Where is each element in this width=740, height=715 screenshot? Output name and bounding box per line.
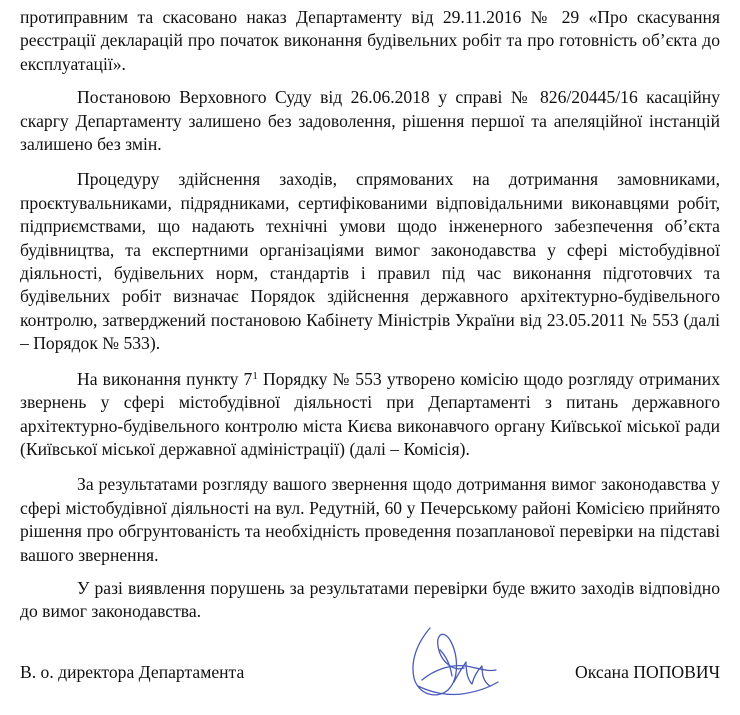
paragraph-court-ruling-continued: протиправним та скасовано наказ Департаменту від 29.11.2016 № 29 «Про скасування реєстрації декларацій про початок виконання будівельних робіт та про готовність об’єкта до експлуатації». (20, 7, 720, 74)
paragraph-procedure: Процедуру здійснення заходів, спрямованих на дотримання замовниками, проєктувальниками, підрядниками, сертифікованими відповідальними виконавцями робіт, підприємствами, що надають технічні умови щодо інженерного забезпечення об’єкта будівництва, та експертними організаціями вимог законодавства у сфері містобудівної діяльності, будівельних норм, стандартів і правил під час виконання підготовчих та будівельних робіт визначає Порядок здійснення державного архітектурно-будівельного контролю, затверджений постановою Кабінету Міністрів України від 23.05.2011 № 553 (далі – Порядок № 533). (20, 169, 720, 354)
signatory-name: Оксана ПОПОВИЧ (575, 662, 720, 682)
signature-block (20, 662, 720, 690)
paragraph-supreme-court: Постановою Верховного Суду від 26.06.2018 у справі № 826/20445/16 касаційну скаргу Департаменту залишено без задоволення, рішення першої та апеляційної інстанцій залишено без змін. (20, 87, 720, 155)
document-body (20, 6, 720, 628)
paragraph-decision: За результатами розгляду вашого звернення щодо дотримання вимог законодавства у сфері містобудівної діяльності на вул. Редутній, 60 у Печерському районі Комісією прийнято рішення про обгрунтованість та необхідність проведення позапланової перевірки на підставі вашого звернення. (20, 474, 720, 565)
signatory-position: В. о. директора Департамента (20, 662, 245, 682)
paragraph-violations: У разі виявлення порушень за результатами перевірки буде вжито заходів відповідно до вимог законодавства. (20, 577, 720, 622)
paragraph-commission-end: Порядку № 553 утворено комісію щодо розгляду отриманих звернень у сфері містобудівної діяльності при Департаменті з питань державного архітектурно-будівельного контролю міста Києва виконавчого органу Київської міської ради (Київської міської державної адміністрації) (далі – Комісія). (20, 368, 720, 459)
superscript-footnote: 1 (252, 369, 258, 382)
paragraph-commission-start: На виконання пункту 7 (77, 368, 253, 389)
paragraph-commission (20, 368, 720, 462)
